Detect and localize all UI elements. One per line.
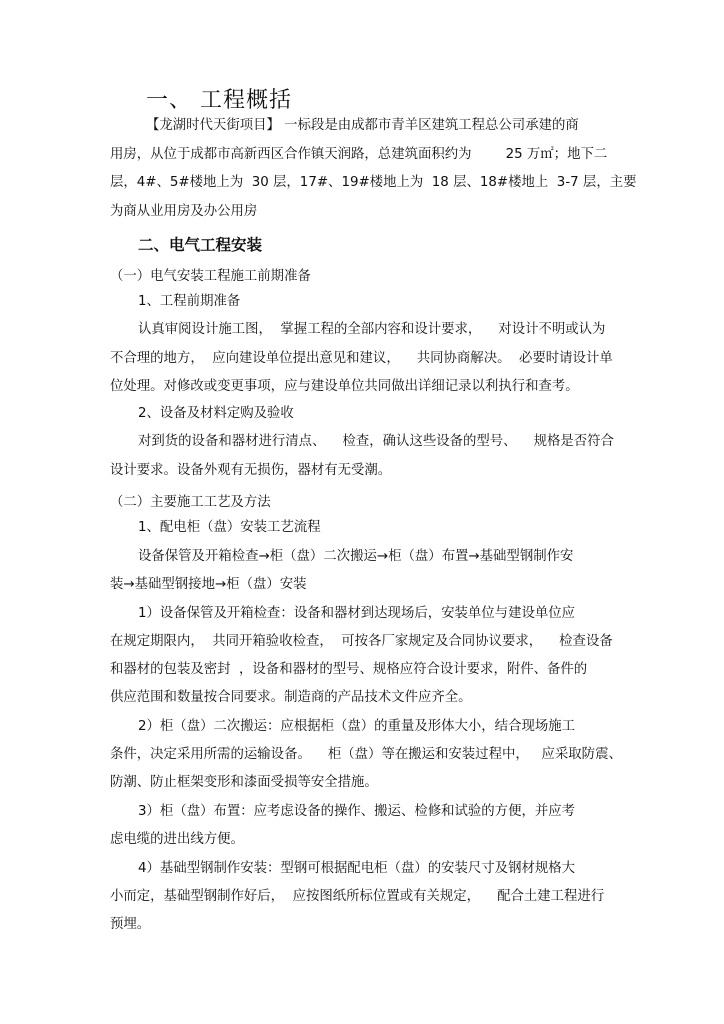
flow-line: 设备保管及开箱检查→柜（盘）二次搬运→柜（盘）布置→基础型钢制作安: [138, 549, 574, 564]
heading-2: 二、电气工程安装: [138, 236, 263, 254]
item-title: 1、工程前期准备: [138, 294, 241, 309]
step-line: 预埋。: [110, 917, 151, 932]
intro-line: 【龙湖时代天街项目】 一标段是由成都市青羊区建筑工程总公司承建的商: [146, 118, 579, 133]
section-title: （一）电气安装工程施工前期准备: [110, 269, 311, 284]
step-line: 防潮、防止框架变形和漆面受损等安全措施。: [110, 775, 378, 790]
section-title: （二）主要施工工艺及方法: [110, 495, 271, 510]
step-line: 供应范围和数量按合同要求。制造商的产品技术文件应齐全。: [110, 690, 472, 705]
step-line: 条件，决定采用所需的运输设备。 柜（盘）等在搬运和安装过程中， 应采取防震、: [110, 747, 622, 762]
body-line: 认真审阅设计施工图， 掌握工程的全部内容和设计要求， 对设计不明或认为: [138, 322, 606, 337]
step-line: 小而定，基础型钢制作好后， 应按图纸所标位置或有关规定， 配合土建工程进行: [110, 889, 605, 904]
intro-line: 层，4#、5#楼地上为 30 层，17#、19#楼地上为 18 层、18#楼地上 3-7 层，主要: [110, 175, 637, 190]
intro-line: 为商从业用房及办公用房: [110, 204, 258, 219]
step-line: 3）柜（盘）布置：应考虑设备的操作、搬运、检修和试验的方便，并应考: [138, 804, 576, 819]
body-line: 设计要求。设备外观有无损伤，器材有无受潮。: [110, 463, 392, 478]
item-title: 1、配电柜（盘）安装工艺流程: [138, 520, 321, 535]
step-line: 在规定期限内， 共同开箱验收检查， 可按各厂家规定及合同协议要求， 检查设备: [110, 634, 613, 649]
step-line: 和器材的包装及密封 ，设备和器材的型号、规格应符合设计要求，附件、备件的: [110, 662, 588, 677]
body-line: 不合理的地方， 应向建设单位提出意见和建议， 共同协商解决。 必要时请设计单: [110, 351, 613, 366]
item-title: 2、设备及材料定购及验收: [138, 406, 294, 421]
intro-line: 用房，从位于成都市高新西区合作镇天润路，总建筑面积约为 25 万㎡；地下二: [110, 147, 608, 162]
step-line: 4）基础型钢制作安装：型钢可根据配电柜（盘）的安装尺寸及钢材规格大: [138, 861, 576, 876]
body-line: 对到货的设备和器材进行清点、 检查，确认这些设备的型号、 规格是否符合: [138, 434, 614, 449]
step-line: 2）柜（盘）二次搬运：应根据柜（盘）的重量及形体大小，结合现场施工: [138, 719, 576, 734]
flow-line: 装→基础型钢接地→柜（盘）安装: [110, 577, 307, 592]
step-line: 1）设备保管及开箱检查：设备和器材到达现场后，安装单位与建设单位应: [138, 606, 576, 621]
heading-1: 一、 工程概括: [146, 88, 292, 113]
body-line: 位处理。对修改或变更事项，应与建设单位共同做出详细记录以利执行和查考。: [110, 379, 579, 394]
step-line: 虑电缆的进出线方便。: [110, 832, 244, 847]
